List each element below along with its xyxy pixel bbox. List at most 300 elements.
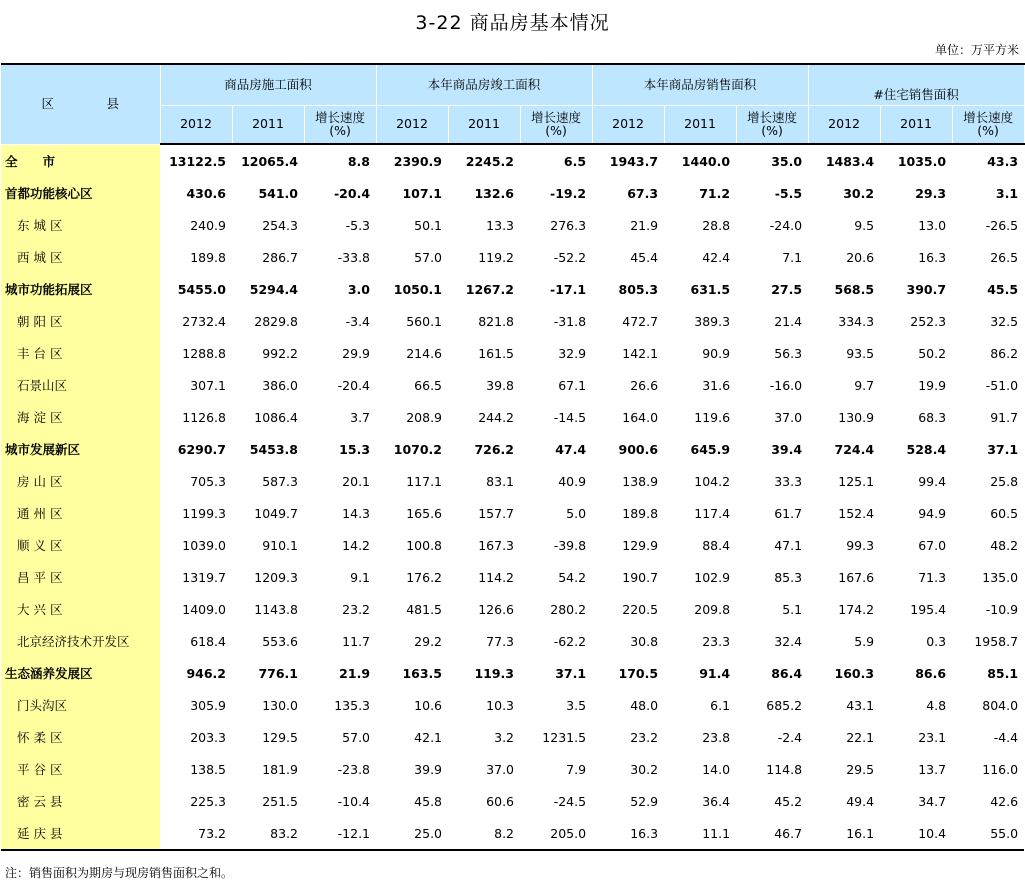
table-cell: 43.3 (987, 153, 1019, 169)
table-cell: 142.1 (622, 345, 659, 361)
table-cell: 90.9 (702, 345, 731, 361)
table-cell: 23.8 (702, 729, 731, 745)
table-cell: 23.2 (342, 601, 371, 617)
table-cell: 94.9 (918, 505, 947, 521)
table-cell: 67.0 (918, 537, 947, 553)
footnote: 注：销售面积为期房与现房销售面积之和。 (5, 866, 234, 880)
table-cell: -4.4 (993, 729, 1019, 745)
table-cell: 16.3 (592, 817, 664, 850)
table-cell: 472.7 (622, 313, 659, 329)
table-cell: 102.9 (694, 569, 731, 585)
table-cell: 3.5 (566, 697, 587, 713)
table-cell: 37.1 (987, 441, 1019, 457)
growth-rate-header: 增长速度 (%) (736, 105, 808, 144)
table-cell: 189.8 (622, 505, 659, 521)
table-cell: 251.5 (262, 793, 298, 809)
table-row (1, 785, 1024, 817)
table-cell: 85.1 (987, 665, 1019, 681)
table-cell: 85.3 (774, 569, 803, 585)
table-cell: 1319.7 (182, 569, 226, 585)
table-cell: 71.3 (918, 569, 947, 585)
table-cell: 86.6 (915, 665, 947, 681)
table-cell: 47.1 (774, 537, 803, 553)
table-cell: 91.4 (699, 665, 731, 681)
table-cell: 77.3 (486, 633, 515, 649)
table-cell: 138.9 (622, 473, 659, 489)
unit-label: 单位：万平方米 (934, 43, 1019, 57)
table-cell: 129.9 (622, 537, 659, 553)
table-cell: 31.6 (702, 377, 731, 393)
table-cell: 16.3 (918, 249, 947, 265)
table-cell: 2245.2 (465, 153, 515, 169)
region-name: 海 淀 区 (1, 401, 160, 433)
region-name: 首都功能核心区 (1, 177, 160, 209)
table-cell: 46.7 (736, 817, 808, 850)
table-row (1, 753, 1024, 785)
table-cell: 19.9 (918, 377, 947, 393)
table-cell: -12.1 (304, 817, 376, 850)
region-name: 朝 阳 区 (1, 305, 160, 337)
table-cell: 631.5 (690, 281, 731, 297)
table-cell: 1126.8 (182, 409, 226, 425)
table-cell: 71.2 (699, 185, 731, 201)
table-cell: 86.2 (990, 345, 1019, 361)
table-cell: 1267.2 (465, 281, 515, 297)
table-cell: 54.2 (558, 569, 587, 585)
table-cell: 1070.2 (393, 441, 443, 457)
table-cell: 195.4 (910, 601, 947, 617)
table-cell: 220.5 (622, 601, 659, 617)
table-row (1, 144, 1024, 177)
table-cell: 55.0 (952, 817, 1024, 850)
table-cell: -3.4 (345, 313, 371, 329)
table-cell: 685.2 (766, 697, 803, 713)
table-cell: 276.3 (550, 217, 587, 233)
region-name: 全 市 (1, 144, 160, 177)
table-cell: 91.7 (990, 409, 1019, 425)
table-cell: 119.6 (694, 409, 731, 425)
table-cell: 29.9 (342, 345, 371, 361)
table-cell: 244.2 (478, 409, 515, 425)
table-cell: 23.1 (918, 729, 947, 745)
year-header: 2012 (592, 105, 664, 144)
table-cell: 5.9 (854, 633, 875, 649)
table-row (1, 273, 1024, 305)
table-cell: 35.0 (771, 153, 803, 169)
table-cell: 114.8 (766, 761, 803, 777)
table-cell: 5453.8 (249, 441, 298, 457)
table-cell: 10.6 (414, 697, 443, 713)
table-cell: 705.3 (190, 473, 226, 489)
table-row (1, 177, 1024, 209)
table-cell: 307.1 (190, 377, 226, 393)
region-name: 城市功能拓展区 (1, 273, 160, 305)
table-cell: 25.0 (376, 817, 448, 850)
table-cell: 1049.7 (254, 505, 298, 521)
table-cell: 560.1 (406, 313, 443, 329)
table-cell: 8.2 (448, 817, 520, 850)
table-row (1, 689, 1024, 721)
table-cell: 37.0 (774, 409, 803, 425)
table-cell: 130.9 (838, 409, 875, 425)
table-cell: 30.2 (843, 185, 875, 201)
table-cell: 36.4 (702, 793, 731, 809)
table-cell: 9.5 (854, 217, 875, 233)
table-row (1, 817, 1024, 850)
table-cell: 390.7 (906, 281, 947, 297)
table-cell: -14.5 (553, 409, 587, 425)
table-cell: 61.7 (774, 505, 803, 521)
table-cell: 225.3 (190, 793, 226, 809)
region-name: 通 州 区 (1, 497, 160, 529)
table-cell: 6.5 (563, 153, 587, 169)
table-cell: 1209.3 (254, 569, 298, 585)
table-cell: 45.5 (987, 281, 1019, 297)
table-cell: 83.2 (232, 817, 304, 850)
region-name: 大 兴 区 (1, 593, 160, 625)
table-cell: 176.2 (406, 569, 443, 585)
table-cell: -20.4 (337, 377, 371, 393)
table-cell: 15.3 (339, 441, 371, 457)
table-cell: -19.2 (550, 185, 587, 201)
table-cell: 34.7 (918, 793, 947, 809)
year-header: 2011 (232, 105, 304, 144)
growth-rate-header: 增长速度 (%) (520, 105, 592, 144)
table-cell: 56.3 (774, 345, 803, 361)
table-cell: 208.9 (406, 409, 443, 425)
table-cell: 88.4 (702, 537, 731, 553)
table-row (1, 433, 1024, 465)
table-cell: 45.4 (630, 249, 659, 265)
table-cell: 117.1 (406, 473, 443, 489)
table-cell: 618.4 (190, 633, 226, 649)
table-row (1, 209, 1024, 241)
table-cell: 32.9 (558, 345, 587, 361)
table-cell: 5455.0 (177, 281, 226, 297)
table-cell: 21.9 (339, 665, 371, 681)
table-row (1, 401, 1024, 433)
table-cell: 2732.4 (182, 313, 226, 329)
table-cell: 23.2 (630, 729, 659, 745)
table-cell: 286.7 (262, 249, 298, 265)
table-cell: 29.2 (414, 633, 443, 649)
table-cell: 26.5 (990, 249, 1019, 265)
table-cell: 39.9 (414, 761, 443, 777)
table-cell: 205.0 (520, 817, 592, 850)
housing-table (1, 63, 1025, 851)
table-cell: 553.6 (262, 633, 298, 649)
table-cell: -16.0 (769, 377, 803, 393)
region-name: 北京经济技术开发区 (1, 625, 160, 657)
table-cell: 9.1 (350, 569, 371, 585)
table-cell: 164.0 (622, 409, 659, 425)
table-cell: 48.0 (630, 697, 659, 713)
table-cell: 33.3 (774, 473, 803, 489)
table-cell: 9.7 (854, 377, 875, 393)
table-cell: 14.0 (702, 761, 731, 777)
table-cell: 138.5 (190, 761, 226, 777)
table-cell: 163.5 (402, 665, 443, 681)
table-cell: 126.6 (478, 601, 515, 617)
table-cell: 3.1 (995, 185, 1019, 201)
table-cell: 5.0 (566, 505, 587, 521)
region-name: 东 城 区 (1, 209, 160, 241)
table-cell: 100.8 (406, 537, 443, 553)
table-cell: 67.3 (627, 185, 659, 201)
table-cell: 568.5 (834, 281, 875, 297)
year-header: 2011 (880, 105, 952, 144)
table-cell: 203.3 (190, 729, 226, 745)
table-cell: 32.4 (774, 633, 803, 649)
table-cell: 189.8 (190, 249, 226, 265)
table-cell: 12065.4 (241, 153, 298, 169)
table-row (1, 529, 1024, 561)
table-cell: 29.3 (915, 185, 947, 201)
table-cell: -5.3 (345, 217, 371, 233)
table-cell: 13.0 (918, 217, 947, 233)
table-cell: 181.9 (262, 761, 298, 777)
table-cell: -62.2 (553, 633, 587, 649)
table-cell: 10.4 (880, 817, 952, 850)
table-cell: 1288.8 (182, 345, 226, 361)
table-cell: 22.1 (846, 729, 875, 745)
table-cell: 5294.4 (249, 281, 298, 297)
table-cell: 11.1 (664, 817, 736, 850)
table-cell: 132.6 (474, 185, 515, 201)
table-cell: 135.3 (334, 697, 371, 713)
table-cell: 804.0 (982, 697, 1019, 713)
table-cell: 7.1 (782, 249, 803, 265)
table-cell: 305.9 (190, 697, 226, 713)
group-header: 本年商品房销售面积 (592, 64, 808, 105)
table-cell: 107.1 (402, 185, 443, 201)
region-name: 昌 平 区 (1, 561, 160, 593)
table-cell: 13.3 (486, 217, 515, 233)
table-cell: -23.8 (337, 761, 371, 777)
table-cell: 49.4 (846, 793, 875, 809)
table-cell: 430.6 (186, 185, 226, 201)
table-row (1, 369, 1024, 401)
table-row (1, 305, 1024, 337)
table-cell: 42.1 (414, 729, 443, 745)
table-cell: -10.4 (337, 793, 371, 809)
table-cell: 254.3 (262, 217, 298, 233)
table-cell: 125.1 (838, 473, 875, 489)
growth-rate-header: 增长速度 (%) (952, 105, 1024, 144)
table-cell: 21.4 (774, 313, 803, 329)
table-row (1, 337, 1024, 369)
page-title: 3-22 商品房基本情况 (415, 12, 610, 34)
table-cell: 60.5 (990, 505, 1019, 521)
table-cell: 129.5 (262, 729, 298, 745)
table-cell: -26.5 (985, 217, 1019, 233)
table-cell: 11.7 (342, 633, 371, 649)
table-cell: 39.8 (486, 377, 515, 393)
table-cell: 52.9 (630, 793, 659, 809)
table-cell: 57.0 (342, 729, 371, 745)
table-cell: 724.4 (834, 441, 875, 457)
table-cell: 99.4 (918, 473, 947, 489)
table-cell: 1231.5 (542, 729, 587, 745)
region-name: 西 城 区 (1, 241, 160, 273)
table-cell: 20.6 (846, 249, 875, 265)
table-cell: 130.0 (262, 697, 298, 713)
table-cell: 14.2 (342, 537, 371, 553)
table-cell: 190.7 (622, 569, 659, 585)
table-cell: 240.9 (190, 217, 226, 233)
table-cell: 3.2 (494, 729, 515, 745)
table-cell: 174.2 (838, 601, 875, 617)
group-header: 商品房施工面积 (160, 64, 376, 105)
table-cell: 50.2 (918, 345, 947, 361)
year-header: 2011 (448, 105, 520, 144)
table-cell: 481.5 (406, 601, 443, 617)
table-cell: 7.9 (566, 761, 587, 777)
table-cell: 1050.1 (393, 281, 443, 297)
table-cell: 946.2 (186, 665, 226, 681)
table-cell: 2829.8 (254, 313, 298, 329)
region-name: 顺 义 区 (1, 529, 160, 561)
table-cell: 13122.5 (169, 153, 226, 169)
table-cell: 13.7 (918, 761, 947, 777)
region-name: 房 山 区 (1, 465, 160, 497)
table-cell: 57.0 (414, 249, 443, 265)
table-row (1, 561, 1024, 593)
year-header: 2011 (664, 105, 736, 144)
table-cell: 21.9 (630, 217, 659, 233)
table-cell: 334.3 (838, 313, 875, 329)
table-cell: 50.1 (414, 217, 443, 233)
table-cell: 10.3 (486, 697, 515, 713)
region-name: 平 谷 区 (1, 753, 160, 785)
table-cell: 152.4 (838, 505, 875, 521)
table-cell: 16.1 (808, 817, 880, 850)
table-cell: 167.3 (478, 537, 515, 553)
table-cell: 1199.3 (182, 505, 226, 521)
region-name: 丰 台 区 (1, 337, 160, 369)
table-cell: 86.4 (771, 665, 803, 681)
table-cell: 6290.7 (177, 441, 226, 457)
table-row (1, 593, 1024, 625)
table-cell: 541.0 (258, 185, 298, 201)
table-cell: 66.5 (414, 377, 443, 393)
table-cell: 29.5 (846, 761, 875, 777)
table-cell: 73.2 (160, 817, 232, 850)
table-cell: 83.1 (486, 473, 515, 489)
table-cell: -17.1 (550, 281, 587, 297)
table-cell: 39.4 (771, 441, 803, 457)
table-cell: 645.9 (690, 441, 731, 457)
table-cell: 3.7 (350, 409, 371, 425)
table-cell: 45.2 (774, 793, 803, 809)
group-header: #住宅销售面积 (808, 64, 1024, 105)
table-cell: -24.5 (553, 793, 587, 809)
table-cell: -20.4 (333, 185, 371, 201)
table-cell: 37.1 (555, 665, 587, 681)
table-cell: 25.8 (990, 473, 1019, 489)
table-cell: 28.8 (702, 217, 731, 233)
table-cell: 910.1 (262, 537, 298, 553)
table-cell: 99.3 (846, 537, 875, 553)
table-cell: 45.8 (414, 793, 443, 809)
table-cell: 160.3 (834, 665, 875, 681)
year-header: 2012 (376, 105, 448, 144)
table-cell: 47.4 (555, 441, 587, 457)
table-cell: 1958.7 (974, 633, 1019, 649)
region-header: 区 县 (1, 64, 160, 144)
region-name: 怀 柔 区 (1, 721, 160, 753)
table-cell: 42.6 (990, 793, 1019, 809)
table-cell: 1943.7 (609, 153, 659, 169)
table-cell: -5.5 (774, 185, 803, 201)
table-cell: 116.0 (982, 761, 1019, 777)
table-cell: 23.3 (702, 633, 731, 649)
table-cell: 42.4 (702, 249, 731, 265)
table-cell: 1086.4 (254, 409, 298, 425)
region-name: 生态涵养发展区 (1, 657, 160, 689)
table-cell: 157.7 (478, 505, 515, 521)
table-cell: 30.8 (630, 633, 659, 649)
table-cell: -39.8 (553, 537, 587, 553)
table-cell: 165.6 (406, 505, 443, 521)
region-name: 密 云 县 (1, 785, 160, 817)
table-cell: 386.0 (262, 377, 298, 393)
table-row (1, 721, 1024, 753)
table-cell: 8.8 (347, 153, 371, 169)
table-cell: 587.3 (262, 473, 298, 489)
table-cell: 30.2 (630, 761, 659, 777)
table-cell: 119.3 (474, 665, 515, 681)
region-name: 门头沟区 (1, 689, 160, 721)
table-cell: 726.2 (474, 441, 515, 457)
table-cell: 1143.8 (254, 601, 298, 617)
table-cell: 821.8 (478, 313, 515, 329)
table-cell: 1483.4 (825, 153, 875, 169)
table-cell: 1409.0 (182, 601, 226, 617)
table-cell: 776.1 (258, 665, 298, 681)
table-cell: 5.1 (782, 601, 803, 617)
table-cell: 528.4 (906, 441, 947, 457)
region-name: 延 庆 县 (1, 817, 160, 850)
region-name: 石景山区 (1, 369, 160, 401)
table-cell: 14.3 (342, 505, 371, 521)
table-cell: -52.2 (553, 249, 587, 265)
year-header: 2012 (160, 105, 232, 144)
table-cell: 167.6 (838, 569, 875, 585)
table-cell: 67.1 (558, 377, 587, 393)
table-cell: 389.3 (694, 313, 731, 329)
table-cell: 900.6 (618, 441, 659, 457)
table-cell: 60.6 (486, 793, 515, 809)
table-cell: 161.5 (478, 345, 515, 361)
table-row (1, 657, 1024, 689)
table-row (1, 625, 1024, 657)
table-cell: 104.2 (694, 473, 731, 489)
table-cell: 37.0 (486, 761, 515, 777)
table-cell: 4.8 (926, 697, 947, 713)
table-cell: 992.2 (262, 345, 298, 361)
table-cell: 26.6 (630, 377, 659, 393)
table-row (1, 497, 1024, 529)
table-cell: 1440.0 (681, 153, 731, 169)
region-name: 城市发展新区 (1, 433, 160, 465)
table-cell: 805.3 (618, 281, 659, 297)
table-cell: 114.2 (478, 569, 515, 585)
table-cell: -24.0 (769, 217, 803, 233)
table-cell: 48.2 (990, 537, 1019, 553)
table-cell: -31.8 (553, 313, 587, 329)
table-cell: 3.0 (347, 281, 371, 297)
